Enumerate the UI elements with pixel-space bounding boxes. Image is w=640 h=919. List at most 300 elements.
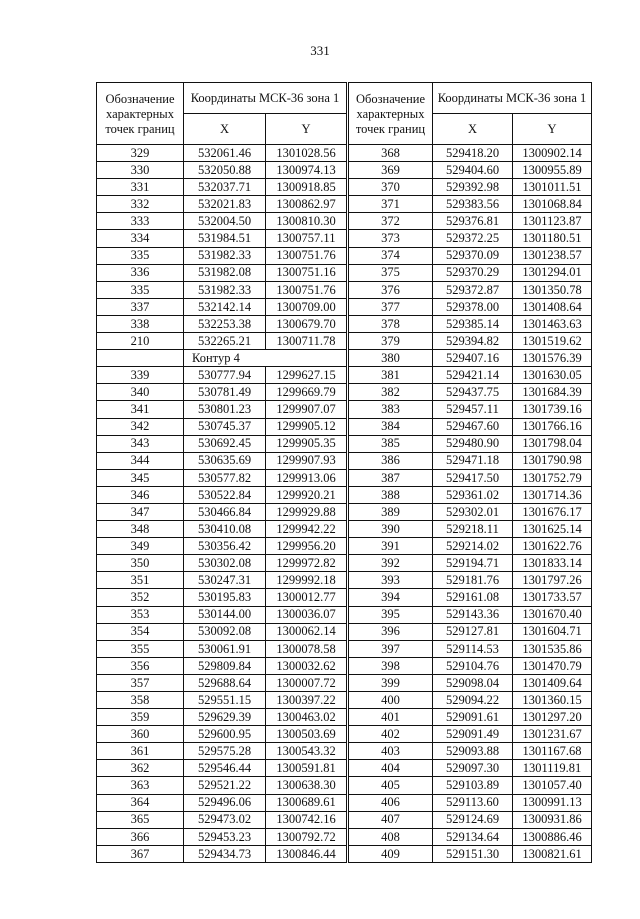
coords-header: Координаты МСК-36 зона 1 — [184, 83, 347, 114]
x-header: X — [184, 114, 266, 145]
point-id: 400 — [349, 692, 433, 709]
point-id: 352 — [97, 589, 184, 606]
x-value: 532253.38 — [184, 315, 266, 332]
y-value: 1300931.86 — [513, 811, 592, 828]
point-id: 385 — [349, 435, 433, 452]
y-value: 1301622.76 — [513, 538, 592, 555]
x-value: 530410.08 — [184, 521, 266, 538]
table-row — [97, 521, 347, 538]
point-id: 332 — [97, 196, 184, 213]
x-value: 529575.28 — [184, 743, 266, 760]
point-id: 361 — [97, 743, 184, 760]
y-value: 1301294.01 — [513, 264, 592, 281]
y-value: 1299907.93 — [266, 452, 347, 469]
x-value: 531982.33 — [184, 247, 266, 264]
y-value: 1299929.88 — [266, 503, 347, 520]
y-value: 1300846.44 — [266, 845, 347, 862]
table-row — [97, 726, 347, 743]
x-value: 529103.89 — [433, 777, 513, 794]
point-id: 402 — [349, 726, 433, 743]
x-value: 529809.84 — [184, 657, 266, 674]
x-value: 529392.98 — [433, 179, 513, 196]
x-value: 529376.81 — [433, 213, 513, 230]
table-row — [349, 350, 592, 367]
point-id: 353 — [97, 606, 184, 623]
y-value: 1301630.05 — [513, 367, 592, 384]
y-value: 1301238.57 — [513, 247, 592, 264]
table-row — [97, 367, 347, 384]
contour-label: Контур 4 — [184, 350, 347, 367]
x-value: 530302.08 — [184, 555, 266, 572]
table-row — [349, 213, 592, 230]
point-id: 364 — [97, 794, 184, 811]
y-value: 1301011.51 — [513, 179, 592, 196]
x-value: 529143.36 — [433, 606, 513, 623]
x-value: 529097.30 — [433, 760, 513, 777]
point-id: 358 — [97, 692, 184, 709]
y-value: 1301752.79 — [513, 469, 592, 486]
point-id: 388 — [349, 486, 433, 503]
x-value: 529546.44 — [184, 760, 266, 777]
table-row — [349, 196, 592, 213]
y-value: 1301535.86 — [513, 640, 592, 657]
point-id: 335 — [97, 281, 184, 298]
table-row — [349, 657, 592, 674]
y-value: 1300007.72 — [266, 674, 347, 691]
table-row — [349, 435, 592, 452]
table-row — [349, 315, 592, 332]
y-header: Y — [266, 114, 347, 145]
x-value: 529098.04 — [433, 674, 513, 691]
y-value: 1300463.02 — [266, 709, 347, 726]
point-id: 329 — [97, 145, 184, 162]
y-value: 1299627.15 — [266, 367, 347, 384]
table-row — [97, 264, 347, 281]
point-id: 355 — [97, 640, 184, 657]
point-id: 393 — [349, 572, 433, 589]
point-id: 394 — [349, 589, 433, 606]
point-id: 381 — [349, 367, 433, 384]
point-header: Обозначение характерных точек границ — [349, 83, 433, 145]
coords-header: Координаты МСК-36 зона 1 — [433, 83, 592, 114]
point-id: 365 — [97, 811, 184, 828]
x-value: 532142.14 — [184, 298, 266, 315]
x-value: 529473.02 — [184, 811, 266, 828]
table-row — [97, 709, 347, 726]
table-body-left — [97, 145, 347, 863]
table-row — [349, 469, 592, 486]
x-value: 529385.14 — [433, 315, 513, 332]
y-value: 1301833.14 — [513, 555, 592, 572]
point-id: 387 — [349, 469, 433, 486]
point-id: 405 — [349, 777, 433, 794]
y-value: 1300902.14 — [513, 145, 592, 162]
point-id: 389 — [349, 503, 433, 520]
point-id: 373 — [349, 230, 433, 247]
table-row — [349, 811, 592, 828]
point-id: 395 — [349, 606, 433, 623]
x-value: 532050.88 — [184, 162, 266, 179]
x-value: 529688.64 — [184, 674, 266, 691]
table-row — [97, 794, 347, 811]
y-value: 1301670.40 — [513, 606, 592, 623]
table-row — [349, 623, 592, 640]
y-value: 1301408.64 — [513, 298, 592, 315]
y-header: Y — [513, 114, 592, 145]
x-value: 529372.87 — [433, 281, 513, 298]
y-value: 1301733.57 — [513, 589, 592, 606]
x-value: 529161.08 — [433, 589, 513, 606]
point-id: 333 — [97, 213, 184, 230]
y-value: 1301676.17 — [513, 503, 592, 520]
y-value: 1300757.11 — [266, 230, 347, 247]
y-value: 1300012.77 — [266, 589, 347, 606]
point-id: 338 — [97, 315, 184, 332]
page-number: 331 — [310, 43, 330, 58]
point-id: 403 — [349, 743, 433, 760]
table-row — [97, 401, 347, 418]
point-id: 404 — [349, 760, 433, 777]
y-value: 1301463.63 — [513, 315, 592, 332]
y-value: 1299907.07 — [266, 401, 347, 418]
table-row — [349, 384, 592, 401]
table-row — [349, 743, 592, 760]
y-value: 1300810.30 — [266, 213, 347, 230]
point-id: 369 — [349, 162, 433, 179]
x-value: 529521.22 — [184, 777, 266, 794]
table-row — [349, 333, 592, 350]
x-value: 529453.23 — [184, 828, 266, 845]
table-row — [97, 828, 347, 845]
point-id: 407 — [349, 811, 433, 828]
y-value: 1301790.98 — [513, 452, 592, 469]
table-row — [349, 247, 592, 264]
y-value: 1300742.16 — [266, 811, 347, 828]
table-row — [97, 845, 347, 862]
point-id: 380 — [349, 350, 433, 367]
table-row — [97, 811, 347, 828]
point-id: 391 — [349, 538, 433, 555]
point-id: 350 — [97, 555, 184, 572]
table-row — [97, 162, 347, 179]
point-id: 406 — [349, 794, 433, 811]
table-row — [97, 692, 347, 709]
x-value: 529551.15 — [184, 692, 266, 709]
point-id: 371 — [349, 196, 433, 213]
y-value: 1300751.16 — [266, 264, 347, 281]
y-value: 1301180.51 — [513, 230, 592, 247]
y-value: 1300638.30 — [266, 777, 347, 794]
table-row — [349, 674, 592, 691]
table-row — [97, 315, 347, 332]
x-value: 529091.61 — [433, 709, 513, 726]
point-id: 378 — [349, 315, 433, 332]
table-row — [349, 845, 592, 862]
y-value: 1300397.22 — [266, 692, 347, 709]
table-row — [97, 657, 347, 674]
x-value: 532037.71 — [184, 179, 266, 196]
table-row — [97, 777, 347, 794]
table-row — [97, 589, 347, 606]
point-id: 334 — [97, 230, 184, 247]
x-value: 529480.90 — [433, 435, 513, 452]
table-row — [97, 538, 347, 555]
table-row — [97, 452, 347, 469]
y-value: 1300543.32 — [266, 743, 347, 760]
point-id: 368 — [349, 145, 433, 162]
y-value: 1300886.46 — [513, 828, 592, 845]
table-row — [349, 538, 592, 555]
x-value: 529214.02 — [433, 538, 513, 555]
x-value: 529094.22 — [433, 692, 513, 709]
point-id: 382 — [349, 384, 433, 401]
y-value: 1301576.39 — [513, 350, 592, 367]
point-id: 398 — [349, 657, 433, 674]
y-value: 1300991.13 — [513, 794, 592, 811]
y-value: 1299905.12 — [266, 418, 347, 435]
table-row — [97, 384, 347, 401]
table-row — [97, 555, 347, 572]
y-value: 1301766.16 — [513, 418, 592, 435]
x-value: 530092.08 — [184, 623, 266, 640]
x-value: 529093.88 — [433, 743, 513, 760]
table-row — [97, 469, 347, 486]
table-row — [349, 145, 592, 162]
y-value: 1301684.39 — [513, 384, 592, 401]
x-header: X — [433, 114, 513, 145]
table-row — [349, 709, 592, 726]
y-value: 1301519.62 — [513, 333, 592, 350]
table-row — [349, 828, 592, 845]
point-id: 345 — [97, 469, 184, 486]
x-value: 530247.31 — [184, 572, 266, 589]
x-value: 529421.14 — [433, 367, 513, 384]
table-row — [97, 606, 347, 623]
x-value: 529404.60 — [433, 162, 513, 179]
y-value: 1300955.89 — [513, 162, 592, 179]
table-row — [349, 486, 592, 503]
x-value: 529496.06 — [184, 794, 266, 811]
x-value: 531982.33 — [184, 281, 266, 298]
y-value: 1301068.84 — [513, 196, 592, 213]
point-id: 342 — [97, 418, 184, 435]
x-value: 530801.23 — [184, 401, 266, 418]
table-row — [349, 555, 592, 572]
x-value: 532021.83 — [184, 196, 266, 213]
coordinates-table-left — [96, 82, 347, 863]
table-row — [97, 247, 347, 264]
y-value: 1300689.61 — [266, 794, 347, 811]
y-value: 1299920.21 — [266, 486, 347, 503]
point-id: 399 — [349, 674, 433, 691]
table-row — [349, 162, 592, 179]
x-value: 529114.53 — [433, 640, 513, 657]
table-row — [97, 213, 347, 230]
y-value: 1301797.26 — [513, 572, 592, 589]
y-value: 1301167.68 — [513, 743, 592, 760]
table-row — [349, 367, 592, 384]
x-value: 529471.18 — [433, 452, 513, 469]
x-value: 530745.37 — [184, 418, 266, 435]
point-id: 341 — [97, 401, 184, 418]
point-id: 396 — [349, 623, 433, 640]
table-row — [349, 503, 592, 520]
point-id: 360 — [97, 726, 184, 743]
y-value: 1300591.81 — [266, 760, 347, 777]
x-value: 529372.25 — [433, 230, 513, 247]
table-row — [349, 777, 592, 794]
y-value: 1300679.70 — [266, 315, 347, 332]
table-row — [349, 606, 592, 623]
x-value: 530466.84 — [184, 503, 266, 520]
x-value: 529113.60 — [433, 794, 513, 811]
table-row — [349, 264, 592, 281]
table-row — [349, 418, 592, 435]
x-value: 530356.42 — [184, 538, 266, 555]
table-row — [97, 281, 347, 298]
point-id: 330 — [97, 162, 184, 179]
point-id: 367 — [97, 845, 184, 862]
point-id: 376 — [349, 281, 433, 298]
y-value: 1300503.69 — [266, 726, 347, 743]
y-value: 1301798.04 — [513, 435, 592, 452]
table-row — [349, 401, 592, 418]
point-id: 386 — [349, 452, 433, 469]
x-value: 529134.64 — [433, 828, 513, 845]
table-row — [97, 623, 347, 640]
y-value: 1301028.56 — [266, 145, 347, 162]
table-row — [349, 298, 592, 315]
point-id: 372 — [349, 213, 433, 230]
x-value: 530781.49 — [184, 384, 266, 401]
table-row — [349, 640, 592, 657]
y-value: 1300062.14 — [266, 623, 347, 640]
x-value: 529091.49 — [433, 726, 513, 743]
table-row — [349, 179, 592, 196]
point-id: 383 — [349, 401, 433, 418]
x-value: 529434.73 — [184, 845, 266, 862]
y-value: 1300711.78 — [266, 333, 347, 350]
point-id: 347 — [97, 503, 184, 520]
y-value: 1300078.58 — [266, 640, 347, 657]
coordinates-tables — [96, 82, 591, 861]
point-id: 409 — [349, 845, 433, 862]
x-value: 530635.69 — [184, 452, 266, 469]
y-value: 1301714.36 — [513, 486, 592, 503]
table-row — [349, 281, 592, 298]
y-value: 1299905.35 — [266, 435, 347, 452]
x-value: 529361.02 — [433, 486, 513, 503]
point-id: 397 — [349, 640, 433, 657]
table-row — [97, 179, 347, 196]
point-id: 346 — [97, 486, 184, 503]
point-id: 210 — [97, 333, 184, 350]
y-value: 1300709.00 — [266, 298, 347, 315]
table-row — [97, 503, 347, 520]
x-value: 529418.20 — [433, 145, 513, 162]
point-id: 335 — [97, 247, 184, 264]
x-value: 532004.50 — [184, 213, 266, 230]
y-value: 1301360.15 — [513, 692, 592, 709]
point-id: 392 — [349, 555, 433, 572]
x-value: 529437.75 — [433, 384, 513, 401]
table-row — [97, 572, 347, 589]
x-value: 529629.39 — [184, 709, 266, 726]
point-id: 379 — [349, 333, 433, 350]
point-id: 348 — [97, 521, 184, 538]
x-value: 530692.45 — [184, 435, 266, 452]
x-value: 529467.60 — [433, 418, 513, 435]
x-value: 532265.21 — [184, 333, 266, 350]
point-id: 343 — [97, 435, 184, 452]
x-value: 532061.46 — [184, 145, 266, 162]
y-value: 1299913.06 — [266, 469, 347, 486]
y-value: 1300036.07 — [266, 606, 347, 623]
point-id: 374 — [349, 247, 433, 264]
x-value: 530522.84 — [184, 486, 266, 503]
x-value: 530061.91 — [184, 640, 266, 657]
table-row — [349, 692, 592, 709]
point-id: 356 — [97, 657, 184, 674]
table-body-right — [349, 145, 592, 863]
y-value: 1301625.14 — [513, 521, 592, 538]
table-row — [97, 486, 347, 503]
table-row — [97, 743, 347, 760]
point-id: 375 — [349, 264, 433, 281]
x-value: 529218.11 — [433, 521, 513, 538]
x-value: 531984.51 — [184, 230, 266, 247]
y-value: 1301409.64 — [513, 674, 592, 691]
point-id: 357 — [97, 674, 184, 691]
table-row — [349, 572, 592, 589]
x-value: 529302.01 — [433, 503, 513, 520]
table-row — [97, 298, 347, 315]
y-value: 1300792.72 — [266, 828, 347, 845]
point-id: 339 — [97, 367, 184, 384]
y-value: 1300751.76 — [266, 281, 347, 298]
table-row — [97, 196, 347, 213]
point-id: 336 — [97, 264, 184, 281]
x-value: 529104.76 — [433, 657, 513, 674]
point-id: 384 — [349, 418, 433, 435]
coordinates-table-right — [348, 82, 592, 863]
y-value: 1301350.78 — [513, 281, 592, 298]
x-value: 530144.00 — [184, 606, 266, 623]
x-value: 529383.56 — [433, 196, 513, 213]
table-row — [97, 760, 347, 777]
y-value: 1300032.62 — [266, 657, 347, 674]
y-value: 1299956.20 — [266, 538, 347, 555]
y-value: 1299992.18 — [266, 572, 347, 589]
x-value: 529124.69 — [433, 811, 513, 828]
y-value: 1301297.20 — [513, 709, 592, 726]
y-value: 1299669.79 — [266, 384, 347, 401]
table-row — [349, 760, 592, 777]
y-value: 1299972.82 — [266, 555, 347, 572]
x-value: 529370.09 — [433, 247, 513, 264]
point-id: 351 — [97, 572, 184, 589]
point-id: 344 — [97, 452, 184, 469]
point-id: 331 — [97, 179, 184, 196]
point-id: 408 — [349, 828, 433, 845]
x-value: 529394.82 — [433, 333, 513, 350]
point-id: 337 — [97, 298, 184, 315]
y-value: 1301739.16 — [513, 401, 592, 418]
x-value: 529600.95 — [184, 726, 266, 743]
table-row — [349, 726, 592, 743]
x-value: 529407.16 — [433, 350, 513, 367]
y-value: 1300862.97 — [266, 196, 347, 213]
